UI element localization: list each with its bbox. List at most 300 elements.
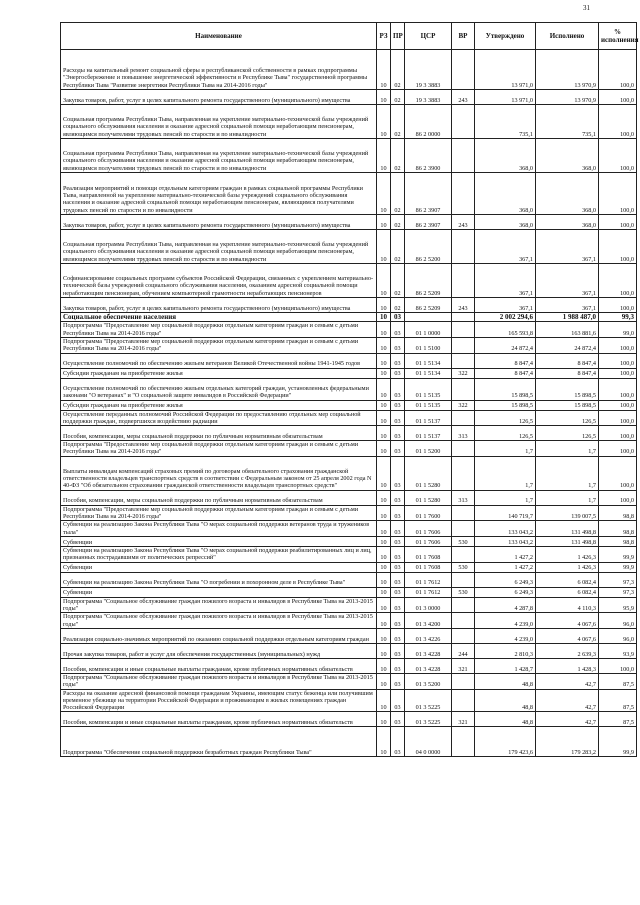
cell-csr: 01 1 5100 [405, 337, 452, 353]
cell-percent: 100,0 [599, 230, 637, 264]
cell-executed: 368,0 [536, 173, 599, 215]
cell-rz: 10 [377, 727, 391, 757]
cell-approved: 1 427,2 [475, 547, 536, 563]
cell-rz: 10 [377, 643, 391, 658]
cell-csr: 86 2 5209 [405, 298, 452, 313]
cell-pr: 03 [391, 587, 405, 597]
cell-csr: 86 2 3907 [405, 173, 452, 215]
cell-name: Пособия, компенсации и иные социальные выплаты гражданам, кроме публичных нормативных обязательств [61, 712, 377, 727]
cell-pr: 02 [391, 90, 405, 105]
cell-percent: 100,0 [599, 368, 637, 378]
cell-percent: 97,3 [599, 572, 637, 587]
cell-pr: 02 [391, 215, 405, 230]
cell-rz: 10 [377, 537, 391, 547]
cell-vr [452, 572, 475, 587]
cell-name: Расходы на оказание адресной финансовой помощи гражданам Украины, имеющим статус беженца или получившим временное убежище на территории Российской Федерации и проживающим в жилых помещениях граждан Российской Федерации [61, 689, 377, 712]
cell-pr: 02 [391, 50, 405, 90]
cell-percent: 99,0 [599, 322, 637, 338]
table-row [61, 597, 637, 613]
cell-rz: 10 [377, 572, 391, 587]
cell-approved: 48,8 [475, 673, 536, 689]
header-pr: ПР [391, 23, 405, 50]
cell-rz: 10 [377, 400, 391, 410]
cell-vr [452, 441, 475, 457]
cell-approved: 2 810,3 [475, 643, 536, 658]
cell-executed: 368,0 [536, 139, 599, 173]
cell-pr: 03 [391, 410, 405, 426]
cell-percent: 100,0 [599, 378, 637, 400]
cell-executed: 367,1 [536, 230, 599, 264]
cell-name: Пособия, компенсации, меры социальной поддержки по публичным нормативным обязательствам [61, 426, 377, 441]
cell-approved: 15 898,5 [475, 400, 536, 410]
page-number: 31 [583, 4, 590, 12]
cell-approved: 165 593,8 [475, 322, 536, 338]
cell-executed: 42,7 [536, 673, 599, 689]
cell-csr: 01 1 0000 [405, 322, 452, 338]
cell-pr: 03 [391, 490, 405, 505]
cell-pr: 03 [391, 441, 405, 457]
cell-rz: 10 [377, 353, 391, 368]
cell-approved: 1 428,7 [475, 658, 536, 673]
cell-csr: 19 3 3883 [405, 50, 452, 90]
cell-executed: 24 872,4 [536, 337, 599, 353]
cell-executed: 8 847,4 [536, 368, 599, 378]
cell-name: Закупка товаров, работ, услуг в целях капитального ремонта государственного (муниципального) имущества [61, 298, 377, 313]
cell-vr: 243 [452, 215, 475, 230]
cell-csr: 04 0 0000 [405, 727, 452, 757]
cell-rz: 10 [377, 505, 391, 521]
cell-approved: 735,1 [475, 105, 536, 139]
cell-vr: 530 [452, 587, 475, 597]
cell-vr: 530 [452, 537, 475, 547]
cell-pr: 03 [391, 658, 405, 673]
cell-percent: 96,0 [599, 628, 637, 643]
cell-approved: 4 287,8 [475, 597, 536, 613]
cell-executed: 179 283,2 [536, 727, 599, 757]
cell-percent: 100,0 [599, 139, 637, 173]
cell-name: Осуществление полномочий по обеспечению жильем отдельных категорий граждан, установленных федеральными законами "О ветеранах" и "О социальной защите инвалидов в Российской Федерации" [61, 378, 377, 400]
cell-vr [452, 50, 475, 90]
cell-approved: 13 971,0 [475, 90, 536, 105]
table-row [61, 230, 637, 264]
cell-percent: 98,8 [599, 505, 637, 521]
cell-vr: 313 [452, 490, 475, 505]
cell-pr: 03 [391, 572, 405, 587]
cell-vr: 244 [452, 643, 475, 658]
cell-approved: 48,8 [475, 712, 536, 727]
cell-executed: 13 970,9 [536, 50, 599, 90]
cell-rz: 10 [377, 673, 391, 689]
cell-percent: 99,3 [599, 313, 637, 322]
table-row [61, 587, 637, 597]
cell-vr [452, 410, 475, 426]
cell-pr: 03 [391, 505, 405, 521]
table-row [61, 456, 637, 490]
cell-csr: 01 3 4226 [405, 628, 452, 643]
cell-pr: 02 [391, 173, 405, 215]
cell-vr [452, 456, 475, 490]
cell-pr: 03 [391, 547, 405, 563]
cell-approved: 13 971,0 [475, 50, 536, 90]
cell-approved: 24 872,4 [475, 337, 536, 353]
cell-executed: 735,1 [536, 105, 599, 139]
cell-pr: 03 [391, 400, 405, 410]
cell-name: Реализация социально-значимых мероприятий по оказанию социальной поддержки отдельным категориям граждан [61, 628, 377, 643]
cell-percent: 98,8 [599, 537, 637, 547]
cell-percent: 100,0 [599, 490, 637, 505]
cell-name: Пособия, компенсации и иные социальные выплаты гражданам, кроме публичных нормативных обязательств [61, 658, 377, 673]
cell-pr: 03 [391, 673, 405, 689]
cell-pr: 03 [391, 562, 405, 572]
cell-pr: 03 [391, 712, 405, 727]
cell-approved: 15 898,5 [475, 378, 536, 400]
cell-percent: 100,0 [599, 410, 637, 426]
cell-csr: 19 3 3883 [405, 90, 452, 105]
table-row [61, 139, 637, 173]
table-row [61, 643, 637, 658]
cell-percent: 100,0 [599, 353, 637, 368]
cell-csr: 01 1 5280 [405, 490, 452, 505]
cell-rz: 10 [377, 547, 391, 563]
cell-executed: 163 881,6 [536, 322, 599, 338]
cell-rz: 10 [377, 456, 391, 490]
table-row [61, 105, 637, 139]
cell-rz: 10 [377, 597, 391, 613]
header-vr: ВР [452, 23, 475, 50]
cell-approved: 368,0 [475, 215, 536, 230]
cell-rz: 10 [377, 368, 391, 378]
cell-pr: 02 [391, 298, 405, 313]
cell-approved: 8 847,4 [475, 353, 536, 368]
cell-percent: 100,0 [599, 50, 637, 90]
cell-approved: 179 423,6 [475, 727, 536, 757]
cell-csr: 01 1 5280 [405, 456, 452, 490]
cell-name: Социальная программа Республики Тыва, направленная на укрепление материально-технической базы учреждений социального обслуживания населения и оказание адресной социальной помощи неработающим пенсионерам, являющимся получателями трудовых пенсий по старости и по инвалидности [61, 139, 377, 173]
cell-rz: 10 [377, 426, 391, 441]
cell-name: Подпрограмма "Предоставление мер социальной поддержки отдельным категориям граждан и семьям с детьми Республики Тыва на 2014-2016 годы" [61, 337, 377, 353]
cell-percent: 98,8 [599, 521, 637, 537]
cell-vr [452, 378, 475, 400]
table-row [61, 689, 637, 712]
cell-approved: 126,5 [475, 410, 536, 426]
cell-executed: 2 639,3 [536, 643, 599, 658]
cell-approved: 6 249,3 [475, 587, 536, 597]
cell-name: Расходы на капитальный ремонт социальной сферы и республиканской собственности в рамках подпрограммы "Энергосбережение и повышение энергетической эффективности в Республике Тыва" государственной программы Республики Тыва "Развитие энергетики Республики Тыва на 2014-2016 годы" [61, 50, 377, 90]
cell-name: Социальная программа Республики Тыва, направленная на укрепление материально-технической базы учреждений социального обслуживания населения и оказание адресной социальной помощи неработающим пенсионерам, являющимся получателями трудовых пенсий по старости и по инвалидности [61, 230, 377, 264]
cell-approved: 133 043,2 [475, 521, 536, 537]
cell-executed: 13 970,9 [536, 90, 599, 105]
cell-vr [452, 337, 475, 353]
cell-vr [452, 105, 475, 139]
cell-name: Субвенции [61, 537, 377, 547]
cell-percent: 100,0 [599, 441, 637, 457]
cell-approved: 367,1 [475, 264, 536, 298]
cell-rz: 10 [377, 139, 391, 173]
table-row [61, 673, 637, 689]
table-header-row [61, 23, 637, 50]
cell-percent: 95,9 [599, 597, 637, 613]
cell-vr [452, 139, 475, 173]
cell-name: Софинансирование социальных программ субъектов Российской Федерации, связанных с укреплением материально-технической базы учреждений социального обслуживания населения, оказанием адресной социальной помощи неработающим пенсионерам, обучением компьютерной грамотности неработающих пенсионеров [61, 264, 377, 298]
cell-csr: 86 2 0000 [405, 105, 452, 139]
cell-vr: 322 [452, 400, 475, 410]
cell-rz: 10 [377, 689, 391, 712]
cell-rz: 10 [377, 215, 391, 230]
cell-percent: 100,0 [599, 264, 637, 298]
cell-vr: 321 [452, 712, 475, 727]
table-row [61, 658, 637, 673]
table-row [61, 505, 637, 521]
cell-approved: 8 847,4 [475, 368, 536, 378]
cell-pr: 02 [391, 105, 405, 139]
cell-executed: 1,7 [536, 441, 599, 457]
cell-name: Выплаты инвалидам компенсаций страховых премий по договорам обязательного страхования гражданской ответственности владельцев транспортных средств в соответствии с Федеральным законом от 25 апреля 2002 года N 40-ФЗ "Об обязательном страховании гражданской ответственности владельцев транспортных средств" [61, 456, 377, 490]
cell-rz: 10 [377, 313, 391, 322]
header-executed: Исполнено [536, 23, 599, 50]
header-percent: % исполнения [599, 23, 637, 50]
cell-vr [452, 613, 475, 629]
table-row [61, 322, 637, 338]
cell-percent: 87,5 [599, 689, 637, 712]
cell-name: Пособия, компенсации, меры социальной поддержки по публичным нормативным обязательствам [61, 490, 377, 505]
cell-executed: 1 426,3 [536, 547, 599, 563]
cell-rz: 10 [377, 587, 391, 597]
cell-approved: 140 719,7 [475, 505, 536, 521]
cell-approved: 4 239,0 [475, 628, 536, 643]
cell-rz: 10 [377, 337, 391, 353]
table-row [61, 368, 637, 378]
cell-executed: 1 988 487,0 [536, 313, 599, 322]
cell-percent: 87,5 [599, 712, 637, 727]
cell-approved: 1,7 [475, 490, 536, 505]
cell-rz: 10 [377, 50, 391, 90]
table-row [61, 547, 637, 563]
cell-name: Реализация мероприятий и помощи отдельным категориям граждан в рамках социальной программы Республики Тыва, направленной на укрепление материально-технической базы учреждений социального обслуживания населения и оказание адресной социальной помощи неработающим пенсионерам, являющимся получателями трудовых пенсий по старости и по инвалидности [61, 173, 377, 215]
cell-rz: 10 [377, 378, 391, 400]
cell-name: Осуществление переданных полномочий Российской Федерации по предоставлению отдельных мер социальной поддержки граждан, подвергшихся воздействию радиации [61, 410, 377, 426]
cell-csr: 01 3 4228 [405, 658, 452, 673]
cell-approved: 368,0 [475, 139, 536, 173]
table-row [61, 426, 637, 441]
cell-approved: 1,7 [475, 456, 536, 490]
cell-percent: 100,0 [599, 337, 637, 353]
cell-name: Осуществление полномочий по обеспечению жильем ветеранов Великой Отечественной войны 1941-1945 годов [61, 353, 377, 368]
table-row [61, 613, 637, 629]
table-row [61, 441, 637, 457]
cell-name: Подпрограмма "Обеспечение социальной поддержки безработных граждан Республики Тыва" [61, 727, 377, 757]
cell-name: Субвенции [61, 587, 377, 597]
cell-executed: 6 082,4 [536, 572, 599, 587]
cell-pr: 03 [391, 353, 405, 368]
table-row [61, 313, 637, 322]
cell-pr: 03 [391, 537, 405, 547]
cell-csr: 01 3 5225 [405, 712, 452, 727]
cell-approved: 48,8 [475, 689, 536, 712]
table-row [61, 562, 637, 572]
cell-csr: 01 1 5137 [405, 426, 452, 441]
cell-percent: 87,5 [599, 673, 637, 689]
cell-vr [452, 689, 475, 712]
cell-executed: 368,0 [536, 215, 599, 230]
cell-pr: 03 [391, 456, 405, 490]
cell-approved: 367,1 [475, 298, 536, 313]
cell-name: Субвенции на реализацию Закона Республики Тыва "О мерах социальной поддержки реабилитированных лиц и лиц, признанных пострадавшими от политических репрессий" [61, 547, 377, 563]
cell-percent: 99,9 [599, 547, 637, 563]
table-body [61, 50, 637, 757]
cell-pr: 03 [391, 613, 405, 629]
cell-executed: 4 110,3 [536, 597, 599, 613]
table-row [61, 50, 637, 90]
cell-name: Подпрограмма "Предоставление мер социальной поддержки отдельным категориям граждан и семьям с детьми Республики Тыва на 2014-2016 годы" [61, 441, 377, 457]
cell-vr: 243 [452, 90, 475, 105]
cell-approved: 126,5 [475, 426, 536, 441]
table-row [61, 628, 637, 643]
cell-percent: 100,0 [599, 298, 637, 313]
cell-approved: 367,1 [475, 230, 536, 264]
cell-executed: 131 498,8 [536, 537, 599, 547]
cell-csr: 01 1 5134 [405, 368, 452, 378]
cell-pr: 03 [391, 337, 405, 353]
cell-percent: 99,9 [599, 562, 637, 572]
cell-csr: 01 1 5137 [405, 410, 452, 426]
cell-pr: 02 [391, 139, 405, 173]
cell-approved: 6 249,3 [475, 572, 536, 587]
cell-name: Прочая закупка товаров, работ и услуг для обеспечения государственных (муниципальных) нужд [61, 643, 377, 658]
cell-name: Субвенции [61, 562, 377, 572]
cell-approved: 1,7 [475, 441, 536, 457]
header-name: Наименование [61, 23, 377, 50]
cell-rz: 10 [377, 410, 391, 426]
cell-vr [452, 353, 475, 368]
cell-name: Субсидии гражданам на приобретение жилья [61, 400, 377, 410]
cell-rz: 10 [377, 322, 391, 338]
cell-executed: 4 067,6 [536, 628, 599, 643]
cell-executed: 42,7 [536, 689, 599, 712]
cell-csr: 86 2 3900 [405, 139, 452, 173]
cell-csr: 01 1 5134 [405, 353, 452, 368]
table-row [61, 712, 637, 727]
cell-vr [452, 521, 475, 537]
cell-vr: 243 [452, 298, 475, 313]
cell-rz: 10 [377, 298, 391, 313]
cell-vr [452, 547, 475, 563]
cell-vr: 313 [452, 426, 475, 441]
cell-name: Закупка товаров, работ, услуг в целях капитального ремонта государственного (муниципального) имущества [61, 215, 377, 230]
cell-csr: 86 2 3907 [405, 215, 452, 230]
table-row [61, 572, 637, 587]
cell-pr: 03 [391, 521, 405, 537]
table-row [61, 400, 637, 410]
cell-vr [452, 230, 475, 264]
cell-name: Подпрограмма "Предоставление мер социальной поддержки отдельным категориям граждан и семьям с детьми Республики Тыва на 2014-2016 годы" [61, 322, 377, 338]
cell-pr: 03 [391, 378, 405, 400]
cell-executed: 42,7 [536, 712, 599, 727]
cell-executed: 15 898,5 [536, 400, 599, 410]
cell-vr [452, 505, 475, 521]
table-row [61, 353, 637, 368]
cell-percent: 93,9 [599, 643, 637, 658]
cell-rz: 10 [377, 658, 391, 673]
table-row [61, 537, 637, 547]
cell-pr: 02 [391, 230, 405, 264]
cell-csr: 01 1 5135 [405, 400, 452, 410]
cell-csr: 01 1 7608 [405, 562, 452, 572]
cell-pr: 03 [391, 426, 405, 441]
cell-vr [452, 173, 475, 215]
cell-name: Подпрограмма "Социальное обслуживание граждан пожилого возраста и инвалидов в Республике Тыва на 2013-2015 годы" [61, 597, 377, 613]
cell-rz: 10 [377, 173, 391, 215]
cell-rz: 10 [377, 521, 391, 537]
table-row [61, 298, 637, 313]
table-row [61, 490, 637, 505]
cell-name: Подпрограмма "Социальное обслуживание граждан пожилого возраста и инвалидов в Республике Тыва на 2013-2015 годы" [61, 673, 377, 689]
cell-vr: 321 [452, 658, 475, 673]
cell-rz: 10 [377, 490, 391, 505]
table-row [61, 337, 637, 353]
cell-executed: 1,7 [536, 456, 599, 490]
cell-vr [452, 628, 475, 643]
cell-pr: 03 [391, 643, 405, 658]
cell-pr: 03 [391, 689, 405, 712]
cell-vr [452, 264, 475, 298]
cell-pr: 03 [391, 628, 405, 643]
table-row [61, 215, 637, 230]
cell-csr [405, 313, 452, 322]
cell-percent: 96,0 [599, 613, 637, 629]
cell-rz: 10 [377, 90, 391, 105]
cell-percent: 97,3 [599, 587, 637, 597]
cell-percent: 100,0 [599, 400, 637, 410]
cell-executed: 1 426,3 [536, 562, 599, 572]
cell-executed: 15 898,5 [536, 378, 599, 400]
cell-vr: 322 [452, 368, 475, 378]
cell-vr: 530 [452, 562, 475, 572]
cell-csr: 01 3 5225 [405, 689, 452, 712]
cell-percent: 100,0 [599, 456, 637, 490]
table-row [61, 727, 637, 757]
cell-executed: 1 428,3 [536, 658, 599, 673]
cell-executed: 6 082,4 [536, 587, 599, 597]
cell-name: Социальная программа Республики Тыва, направленная на укрепление материально-технической базы учреждений социального обслуживания населения и оказание адресной социальной помощи неработающим пенсионерам, являющимся получателями трудовых пенсий по старости и по инвалидности [61, 105, 377, 139]
table-row [61, 410, 637, 426]
cell-csr: 01 1 7606 [405, 521, 452, 537]
cell-percent: 100,0 [599, 173, 637, 215]
cell-pr: 03 [391, 368, 405, 378]
cell-rz: 10 [377, 105, 391, 139]
cell-csr: 86 2 5200 [405, 230, 452, 264]
cell-approved: 4 239,0 [475, 613, 536, 629]
header-approved: Утверждено [475, 23, 536, 50]
cell-csr: 01 1 7608 [405, 547, 452, 563]
cell-csr: 01 1 7600 [405, 505, 452, 521]
cell-pr: 03 [391, 727, 405, 757]
cell-csr: 01 1 7606 [405, 537, 452, 547]
cell-percent: 100,0 [599, 105, 637, 139]
cell-percent: 100,0 [599, 90, 637, 105]
cell-csr: 01 1 5135 [405, 378, 452, 400]
cell-vr [452, 597, 475, 613]
cell-rz: 10 [377, 613, 391, 629]
cell-approved: 1 427,2 [475, 562, 536, 572]
cell-executed: 131 498,8 [536, 521, 599, 537]
table-row [61, 264, 637, 298]
cell-rz: 10 [377, 628, 391, 643]
cell-csr: 01 3 0000 [405, 597, 452, 613]
cell-executed: 126,5 [536, 426, 599, 441]
cell-executed: 1,7 [536, 490, 599, 505]
cell-executed: 367,1 [536, 298, 599, 313]
cell-percent: 100,0 [599, 658, 637, 673]
